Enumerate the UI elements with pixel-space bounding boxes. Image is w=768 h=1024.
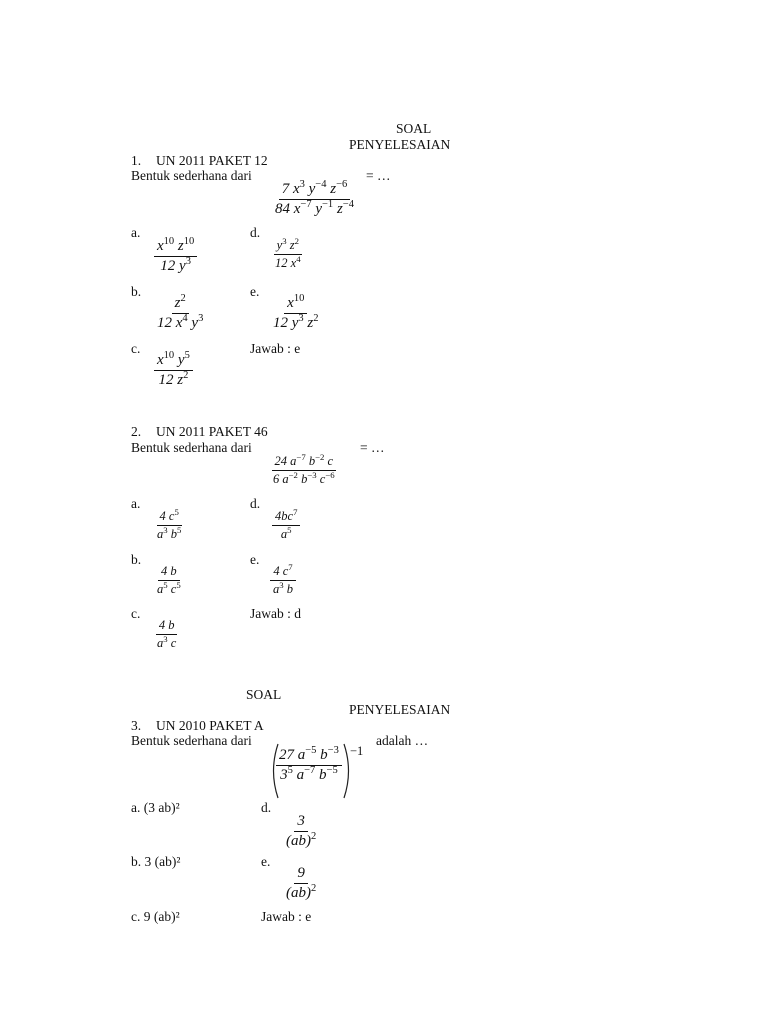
q2-option-d-label: d. (250, 496, 261, 511)
q3-option-d-numerator: 3 (294, 814, 308, 832)
q1-option-c-label: c. (131, 341, 141, 356)
q3-option-d-label: d. (261, 800, 272, 815)
question-3-title: UN 2010 PAKET A (156, 718, 264, 733)
q1-option-d-label: d. (250, 225, 261, 240)
q2-answer: Jawab : d (250, 606, 301, 621)
penyelesaian-heading-2: PENYELESAIAN (349, 702, 451, 717)
q3-option-e-label: e. (261, 854, 271, 869)
q2-option-c-label: c. (131, 606, 141, 621)
q3-answer: Jawab : e (261, 909, 312, 924)
q3-option-d: $\frac{3}{(ab)^2}$ (286, 813, 317, 849)
q2-option-e: $\frac{4 c^7}{a^3 b}$ (270, 565, 296, 595)
question-1-prompt: Bentuk sederhana dari (131, 168, 252, 183)
question-3-suffix: adalah … (376, 733, 429, 748)
question-2-expression: $\frac{24 a^{-7} b^{-2} c}{6 a^{-2} b^{-3} c^{-6}}$ (273, 452, 335, 486)
q1-option-a: $\frac{x^{10} z^{10}}{12 y^3}$ (154, 239, 197, 274)
penyelesaian-heading: PENYELESAIAN (349, 137, 451, 152)
question-3-prompt: Bentuk sederhana dari (131, 733, 252, 748)
q1-option-b: $\frac{z^2}{12 x^4 y^3}$ (157, 293, 204, 331)
q3-option-b: b. 3 (ab)² (131, 854, 181, 869)
q1-option-e: $\frac{x^{10}}{12 y^3 z^2}$ (273, 293, 319, 331)
q2-option-b: $\frac{4 b}{a^5 c^5}$ (157, 564, 181, 596)
question-3-expression: $\frac{27 a^{-5} b^{-3}}{3^5 a^{-7} b^{-5}}$ (276, 748, 342, 783)
q2-option-d: $\frac{4bc^7}{a^5}$ (272, 510, 300, 540)
question-1-suffix: = … (366, 168, 391, 183)
q1-option-d: $\frac{y^3 z^2}{12 x^4}$ (275, 236, 301, 270)
question-1-expression: $\frac{7 x^3 y^{-4} z^{-6}}{84 x^{-7} y^{-1} z^{-4}}$ (275, 179, 354, 217)
q3-option-a: a. (3 ab)² (131, 800, 180, 815)
soal-heading: SOAL (396, 121, 432, 136)
question-2-title: UN 2011 PAKET 46 (156, 424, 268, 439)
q2-option-e-label: e. (250, 552, 260, 567)
q2-option-c: $\frac{4 b}{a^3 c}$ (157, 618, 177, 650)
question-3-number: 3. (131, 718, 142, 733)
q2-option-a-label: a. (131, 496, 141, 511)
q1-option-b-label: b. (131, 284, 142, 299)
q2-option-b-label: b. (131, 552, 142, 567)
question-2-prompt: Bentuk sederhana dari (131, 440, 252, 455)
question-2-number: 2. (131, 424, 142, 439)
question-1-title: UN 2011 PAKET 12 (156, 153, 268, 168)
question-3-exponent: −1 (350, 744, 364, 758)
q1-option-c: $\frac{x^{10} y^5}{12 z^2}$ (154, 353, 193, 388)
q1-option-e-label: e. (250, 284, 260, 299)
soal-heading-2: SOAL (246, 687, 282, 702)
q1-option-a-label: a. (131, 225, 141, 240)
q2-option-a: $\frac{4 c^5}{a^3 b^5}$ (157, 507, 182, 541)
q3-option-e-numerator: 9 (294, 866, 308, 884)
q3-option-e: $\frac{9}{(ab)^2}$ (286, 865, 317, 901)
q3-option-c: c. 9 (ab)² (131, 909, 180, 924)
question-2-suffix: = … (360, 440, 385, 455)
question-1-number: 1. (131, 153, 142, 168)
q1-answer: Jawab : e (250, 341, 301, 356)
